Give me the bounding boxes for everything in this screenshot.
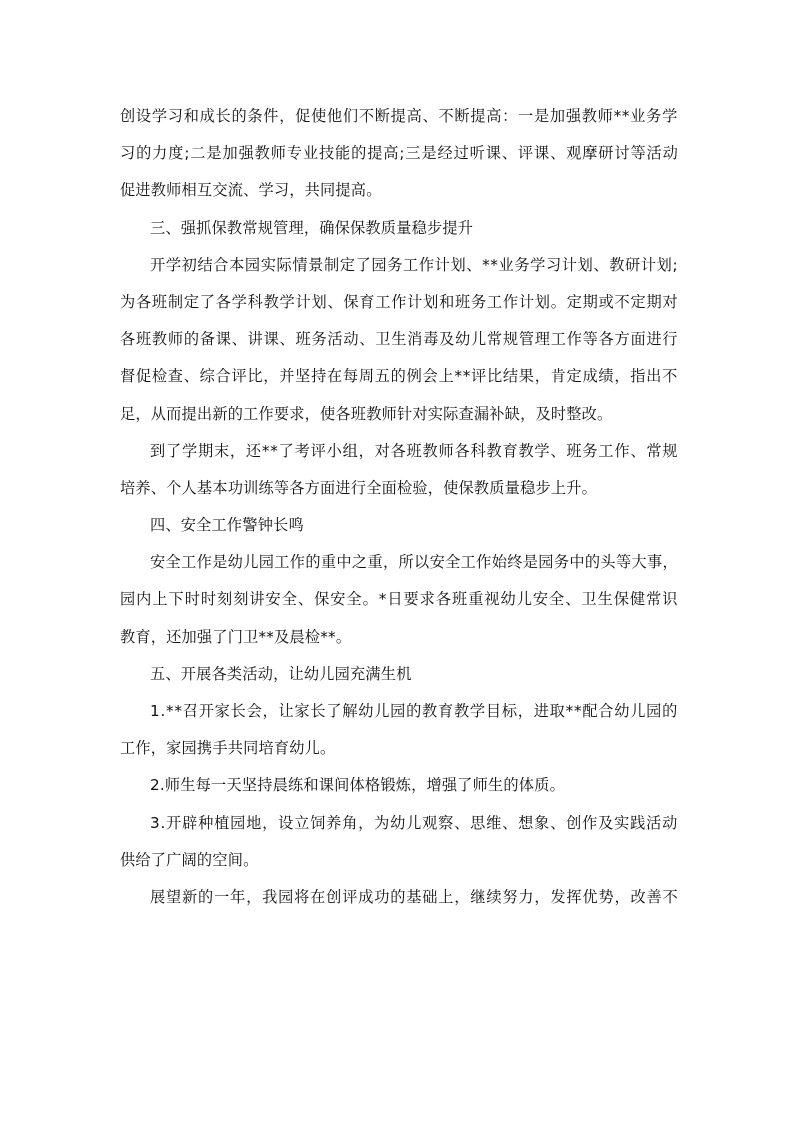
- text-line-content: 五、开展各类活动，让幼儿园充满生机: [150, 664, 412, 683]
- text-line: [120, 98, 678, 135]
- text-line: [120, 581, 678, 618]
- text-line: [120, 767, 678, 804]
- text-line-content: 安 全 工 作 是 幼 儿 园 工 作 的 重 中 之 重 ， 所 以 安 全 工 作 始 终 是 园 务 中 的 头 等 大 事 ，: [150, 553, 678, 572]
- text-line: [120, 730, 678, 767]
- text-line-content: 创 设 学 习 和 成 长 的 条 件 ， 促 使 他 们 不 断 提 高 、 不 断 提 高 ： 一 是 加 强 教 师 * * 业 务 学: [120, 107, 678, 125]
- text-line: [120, 396, 678, 433]
- document-body: [120, 98, 678, 916]
- text-line: [120, 172, 678, 209]
- text-line: [120, 321, 678, 358]
- text-line-content: 培养、个人基本功训练等各方面进行全面检验，使保教质量稳步上升。: [120, 478, 598, 497]
- text-line: [120, 470, 678, 507]
- text-line: [120, 507, 678, 544]
- text-line: [120, 247, 678, 284]
- text-line: [120, 284, 678, 321]
- text-line-content: 展 望 新 的 一 年 ， 我 园 将 在 创 评 成 功 的 基 础 上 ， 继 续 努 力 ， 发 挥 优 势 ， 改 善 不: [150, 887, 678, 906]
- text-line-content: 为 各 班 制 定 了 各 学 科 教 学 计 划 、 保 育 工 作 计 划 和 班 务 工 作 计 划 。 定 期 或 不 定 期 对: [120, 292, 678, 311]
- text-line: [120, 879, 678, 916]
- text-line-content: 1 . * * 召 开 家 长 会 ， 让 家 长 了 解 幼 儿 园 的 教 育 教 学 目 标 ， 进 取 * * 配 合 幼 儿 园 的: [150, 702, 678, 720]
- text-line: [120, 135, 678, 172]
- text-line: [120, 619, 678, 656]
- text-line-content: 促进教师相互交流、学习，共同提高。: [120, 181, 382, 200]
- text-line: [120, 805, 678, 842]
- text-line: [120, 544, 678, 581]
- text-line-content: 足，从而提出新的工作要求，使各班教师针对实际查漏补缺，及时整改。: [120, 404, 613, 423]
- text-line: [120, 842, 678, 879]
- text-line-content: 督 促 检 查 、 综 合 评 比 ， 并 坚 持 在 每 周 五 的 例 会 上 * * 评 比 结 果 ， 肯 定 成 绩 ， 指 出 不: [120, 367, 678, 386]
- text-line-content: 到 了 学 期 末 ， 还 * * 了 考 评 小 组 ， 对 各 班 教 师 各 科 教 育 教 学 、 班 务 工 作 、 常 规: [150, 441, 678, 460]
- text-line: [120, 656, 678, 693]
- text-line-content: 教育，还加强了门卫**及晨检**。: [120, 627, 352, 646]
- text-line-content: 四、安全工作警钟长鸣: [150, 516, 304, 535]
- text-line-content: 三、强抓保教常规管理，确保保教质量稳步提升: [150, 218, 474, 237]
- text-line-content: 工作，家园携手共同培育幼儿。: [120, 739, 336, 758]
- text-line-content: 园 内 上 下 时 时 刻 刻 讲 安 全 、 保 安 全 。 * 日 要 求 各 班 重 视 幼 儿 安 全 、 卫 生 保 健 常 识: [120, 590, 678, 609]
- text-line-content: 2.师生每一天坚持晨练和课间体格锻炼，增强了师生的体质。: [150, 776, 565, 795]
- text-line-content: 各 班 教 师 的 备 课 、 讲 课 、 班 务 活 动 、 卫 生 消 毒 及 幼 儿 常 规 管 理 工 作 等 各 方 面 进 行: [120, 330, 678, 349]
- text-line-content: 开 学 初 结 合 本 园 实 际 情 景 制 定 了 园 务 工 作 计 划 、 * * 业 务 学 习 计 划 、 教 研 计 划 ;: [150, 255, 678, 274]
- text-line: [120, 693, 678, 730]
- text-line: [120, 358, 678, 395]
- text-line-content: 供给了广阔的空间。: [120, 850, 259, 869]
- text-line: [120, 210, 678, 247]
- text-line: [120, 433, 678, 470]
- text-line-content: 3 . 开 辟 种 植 园 地 ， 设 立 饲 养 角 ， 为 幼 儿 观 察 、 思 维 、 想 象 、 创 作 及 实 践 活 动: [150, 813, 678, 832]
- text-line-content: 习 的 力 度 ; 二 是 加 强 教 师 专 业 技 能 的 提 高 ; 三 是 经 过 听 课 、 评 课 、 观 摩 研 讨 等 活 动: [120, 144, 678, 163]
